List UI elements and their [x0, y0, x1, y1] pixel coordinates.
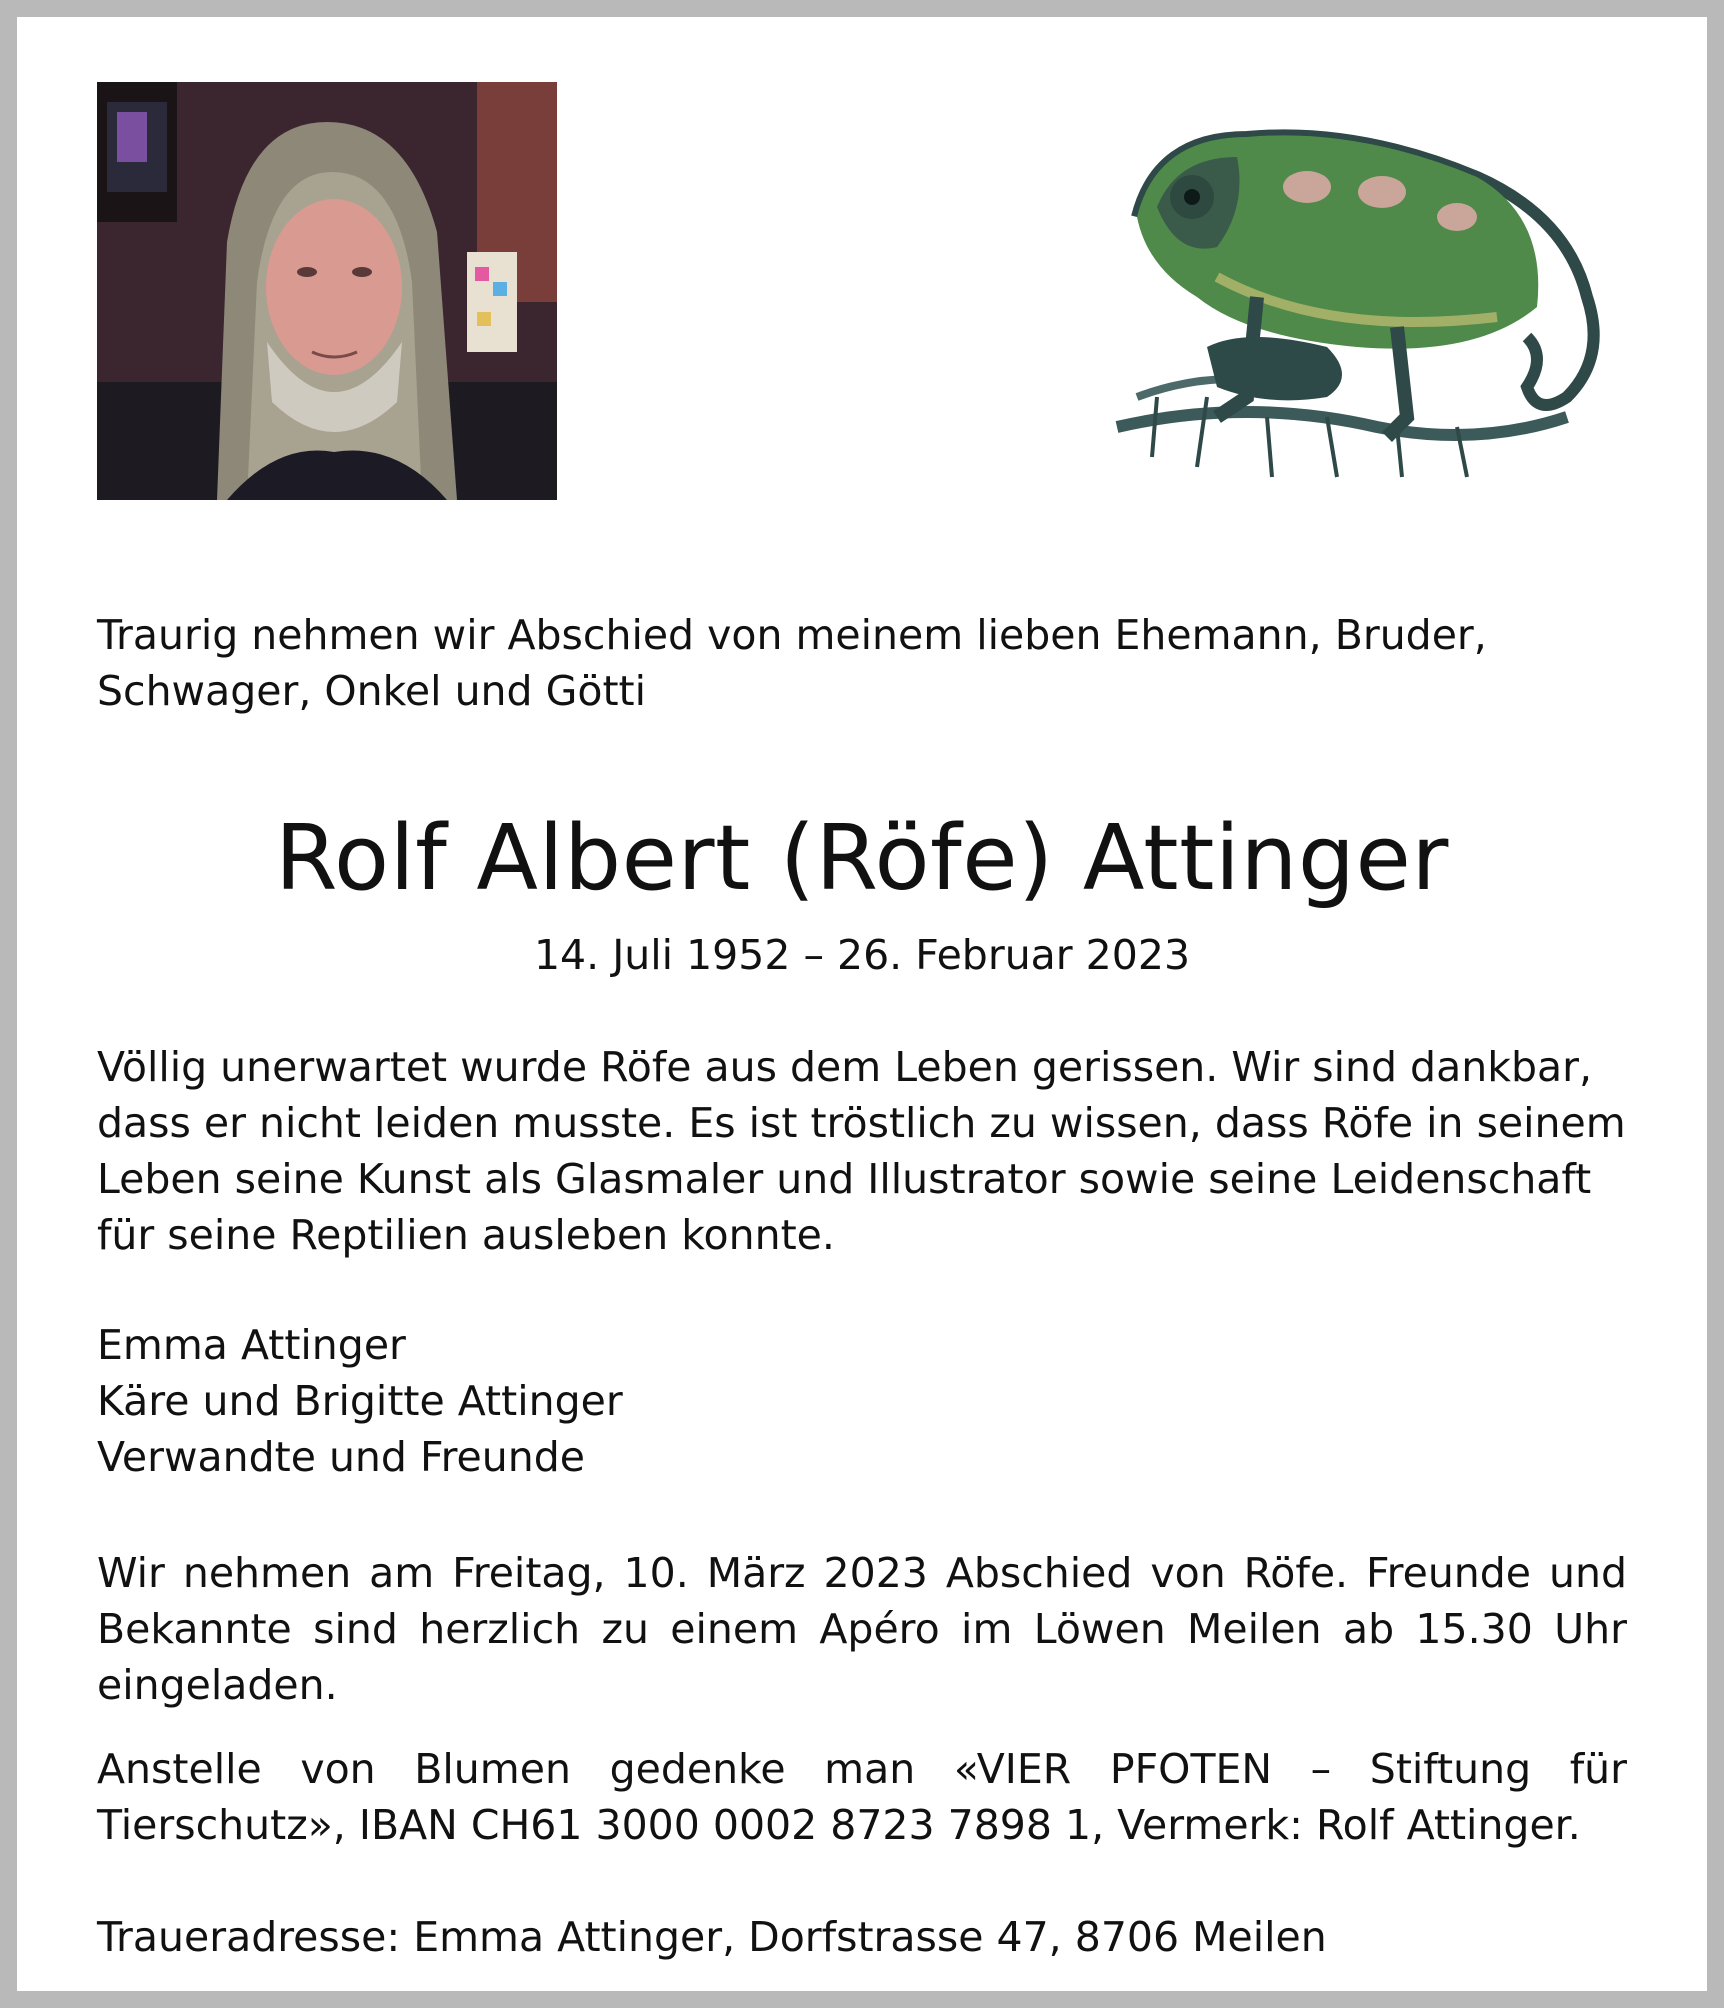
- signers-list: [97, 1317, 1627, 1485]
- tribute-paragraph: Völlig unerwartet wurde Röfe aus dem Leben gerissen. Wir sind dankbar, dass er nicht leiden musste. Es ist tröstlich zu wissen, dass Röfe in seinem Leben seine Kunst als Glasmaler und Illustrator sowie seine Leidenschaft für seine Reptilien ausleben konnte.: [97, 1043, 1626, 1259]
- portrait-photo: [97, 82, 557, 500]
- farewell-paragraph: Wir nehmen am Freitag, 10. März 2023 Abschied von Röfe. Freunde und Bekannte sind herzlich zu einem Apéro im Löwen Meilen ab 15.30 Uhr eingeladen.: [97, 1549, 1627, 1709]
- intro-text: Traurig nehmen wir Abschied von meinem lieben Ehemann, Bruder, Schwager, Onkel und Götti: [97, 611, 1487, 715]
- deceased-name: Rolf Albert (Röfe) Attinger: [275, 806, 1449, 911]
- signer-name: Käre und Brigitte Attinger: [97, 1377, 623, 1425]
- mourning-address: Traueradresse: Emma Attinger, Dorfstrasse 47, 8706 Meilen: [97, 1913, 1327, 1961]
- donation-paragraph: Anstelle von Blumen gedenke man «VIER PFOTEN – Stiftung für Tierschutz», IBAN CH61 3000 0002 8723 7898 1, Vermerk: Rolf Attinger.: [97, 1745, 1627, 1849]
- signer-name: Emma Attinger: [97, 1321, 406, 1369]
- life-dates: 14. Juli 1952 – 26. Februar 2023: [533, 931, 1191, 979]
- chameleon-illustration: [1097, 97, 1649, 517]
- signer-name: Verwandte und Freunde: [97, 1433, 585, 1481]
- obituary-page: [17, 17, 1707, 1991]
